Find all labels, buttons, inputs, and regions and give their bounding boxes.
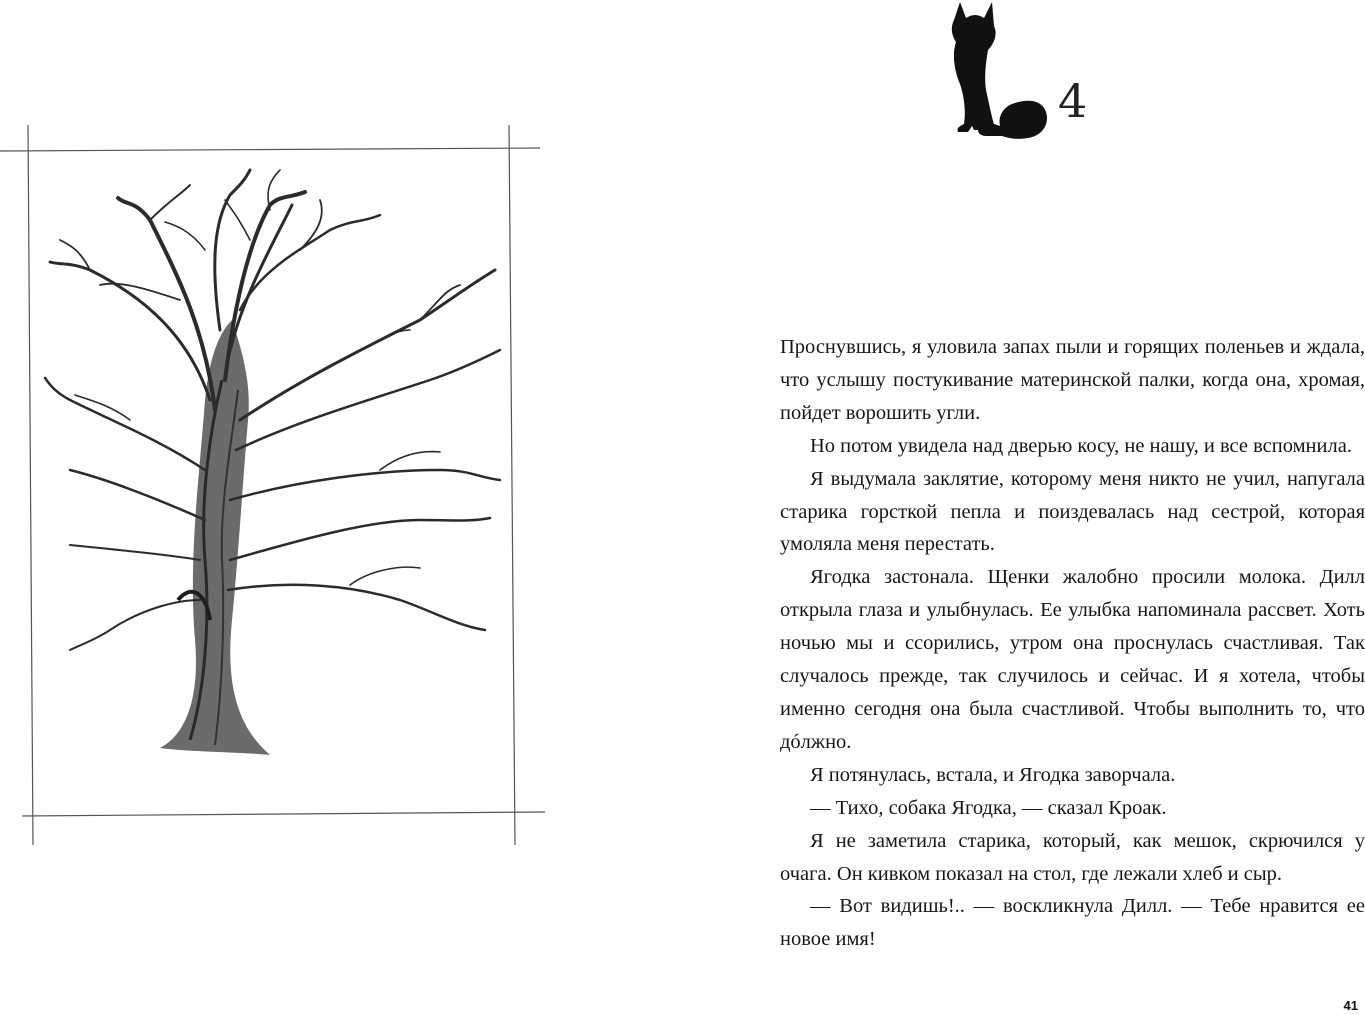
- chapter-text: [780, 331, 1365, 956]
- paragraph: Я выдумала заклятие, которому меня никто не учил, напугала старика горсткой пепла и поиздевалась над сестрой, которая умоляла меня перестать.: [780, 467, 1365, 556]
- paragraph: — Тихо, собака Ягодка, — сказал Кроак.: [810, 796, 1167, 819]
- paragraph: Я потянулась, встала, и Ягодка заворчала.: [810, 763, 1176, 786]
- chapter-heading: [942, 0, 1102, 150]
- paragraph: Но потом увидела над дверью косу, не нашу, и все вспомнила.: [810, 434, 1352, 457]
- paragraph: Ягодка застонала. Щенки жалобно просили молока. Дилл открыла глаза и улыбнулась. Ее улыбка напоминала рассвет. Хоть ночью мы и ссорились, утром она проснулась счастливая. Так случалось прежде, так случилось и сейчас. И я хотела, чтобы именно сегодня она была счастливой. Чтобы выполнить то, что дóлжно.: [780, 566, 1365, 753]
- wolf-silhouette-icon: [942, 0, 1057, 145]
- chapter-number: 4: [1058, 74, 1088, 128]
- paragraph: Я не заметила старика, который, как мешок, скрючился у очага. Он кивком показал на стол, где лежали хлеб и сыр.: [780, 829, 1365, 885]
- tree-branches: [45, 170, 500, 650]
- page-number: 41: [1343, 998, 1358, 1013]
- tree-trunk: [160, 320, 270, 755]
- frame-lines: [0, 125, 545, 845]
- paragraph: — Вот видишь!.. — воскликнула Дилл. — Тебе нравится ее новое имя!: [780, 895, 1365, 951]
- left-page: [0, 0, 682, 1015]
- paragraph: Проснувшись, я уловила запах пыли и горящих поленьев и ждала, что услышу постукивание материнской палки, когда она, хромая, пойдет ворошить угли.: [780, 336, 1365, 424]
- tree-illustration: [0, 0, 682, 1015]
